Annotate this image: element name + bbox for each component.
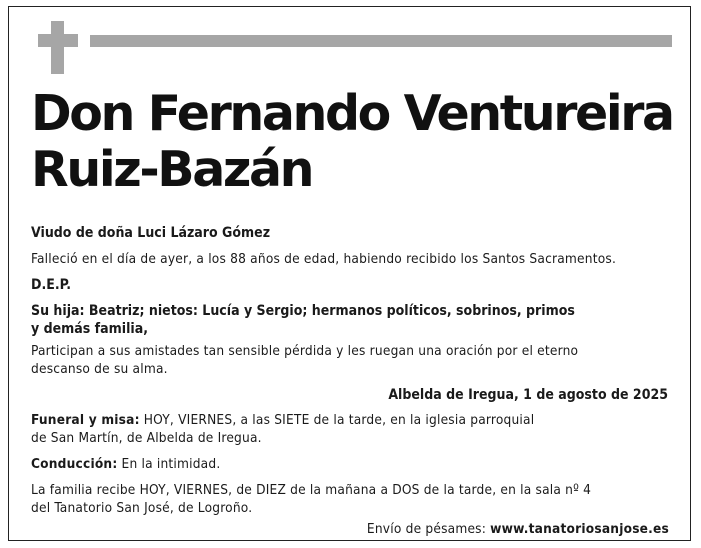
condolences-website-link[interactable]: www.tanatoriosanjose.es bbox=[490, 521, 669, 537]
funeral-line-2: de San Martín, de Albelda de Iregua. bbox=[31, 430, 262, 446]
funeral-line-1 bbox=[31, 411, 534, 429]
death-notice: Falleció en el día de ayer, a los 88 años de edad, habiendo recibido los Santos Sacramentos. bbox=[31, 251, 617, 267]
reception-line-1: La familia recibe HOY, VIERNES, de DIEZ de la mañana a DOS de la tarde, en la sala nº 4 bbox=[31, 482, 592, 498]
deceased-name-line-2: Ruiz-Bazán bbox=[31, 141, 313, 198]
message-line-1: Participan a sus amistades tan sensible pérdida y les ruegan una oración por el eterno bbox=[31, 343, 579, 359]
rip-line: D.E.P. bbox=[31, 277, 72, 293]
cross-icon bbox=[51, 21, 64, 74]
deceased-name-line-1: Don Fernando Ventureira bbox=[31, 85, 673, 142]
conduccion-label: Conducción: bbox=[31, 456, 118, 472]
header-rule bbox=[90, 35, 672, 47]
reception-line-2: del Tanatorio San José, de Logroño. bbox=[31, 500, 253, 516]
condolences-label: Envío de pésames: bbox=[366, 521, 491, 537]
cross-icon-arm bbox=[38, 34, 78, 47]
condolences-line bbox=[367, 520, 669, 538]
family-line-1: Su hija: Beatriz; nietos: Lucía y Sergio; hermanos políticos, sobrinos, primos bbox=[31, 303, 575, 319]
conduccion-text: En la intimidad. bbox=[117, 456, 221, 472]
message-line-2: descanso de su alma. bbox=[31, 361, 168, 377]
place-date: Albelda de Iregua, 1 de agosto de 2025 bbox=[388, 387, 668, 403]
family-line-2: y demás familia, bbox=[31, 321, 148, 337]
widower-line: Viudo de doña Luci Lázaro Gómez bbox=[31, 225, 271, 241]
funeral-label: Funeral y misa: bbox=[31, 412, 140, 428]
funeral-text: HOY, VIERNES, a las SIETE de la tarde, en la iglesia parroquial bbox=[139, 412, 535, 428]
deceased-name bbox=[31, 86, 673, 198]
conduccion-line bbox=[31, 455, 220, 473]
